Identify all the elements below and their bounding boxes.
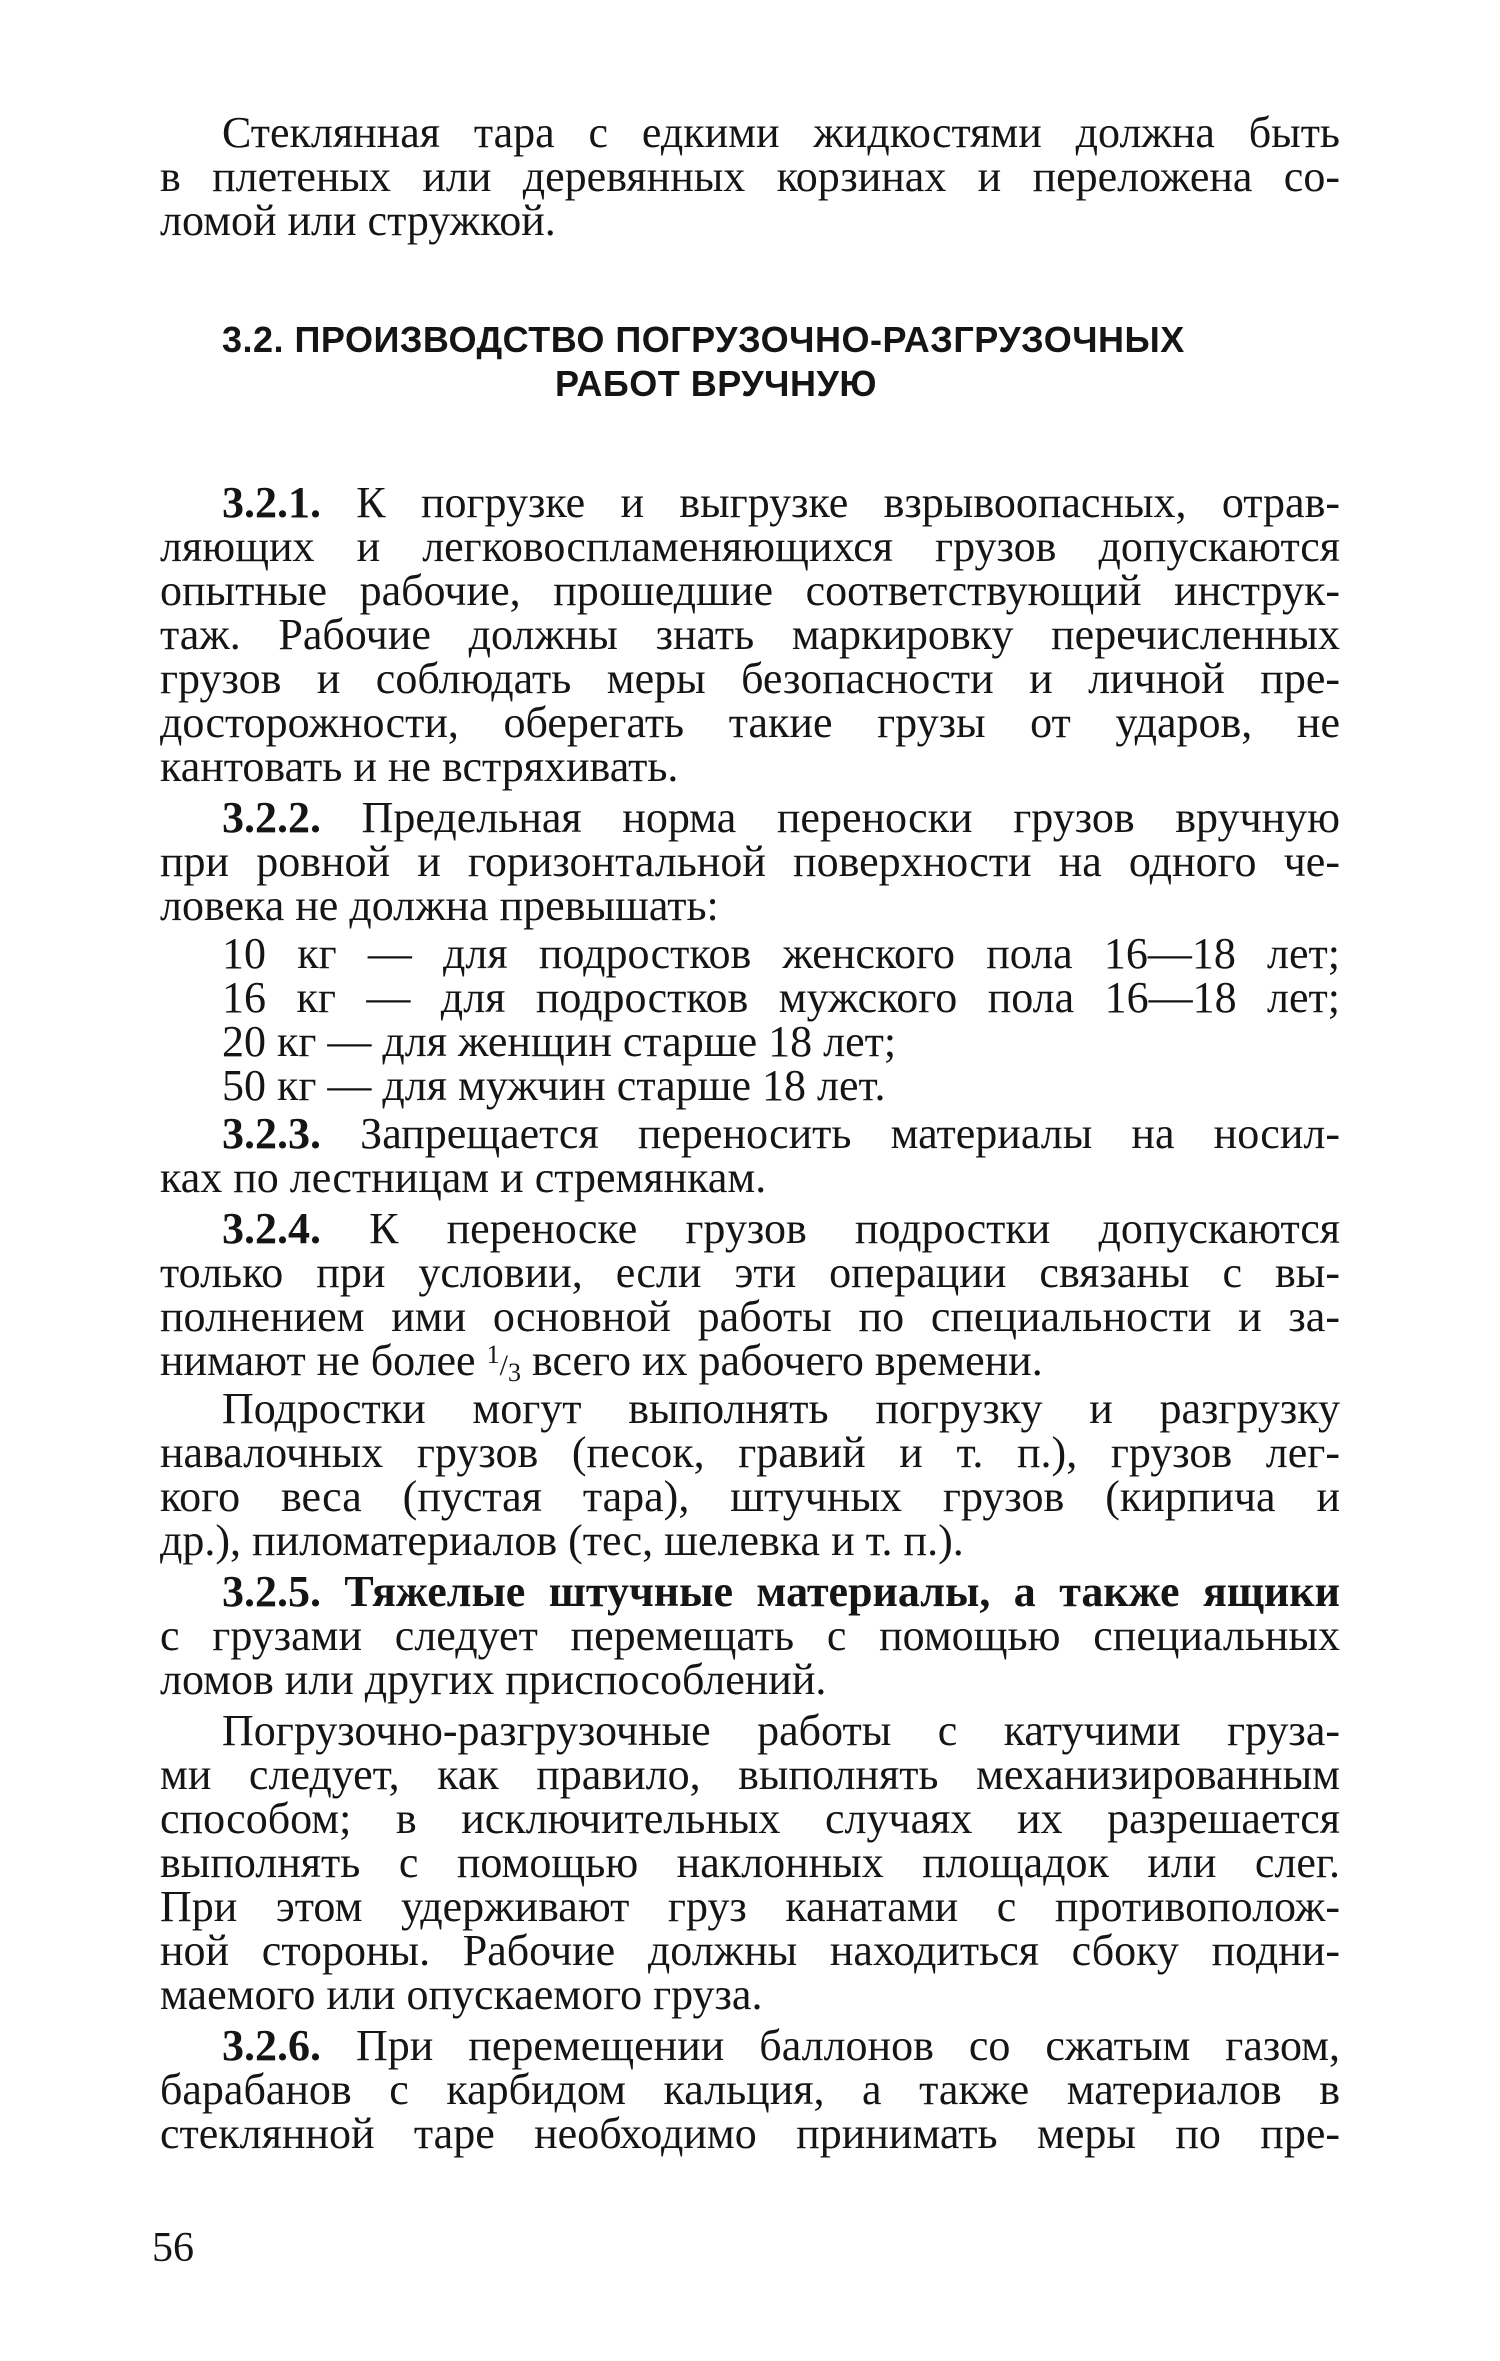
text-line: кого веса (пустая тара), штучных грузов (кирпича и (160, 1472, 1340, 1521)
text-line: навалочных грузов (песок, гравий и т. п.), грузов лег- (160, 1428, 1340, 1477)
paragraph-3-2-6-line: 3.2.6. При перемещении баллонов со сжатым газом, (222, 2021, 1340, 2070)
paragraph-3-2-2-line: 3.2.2. Предельная норма переноски грузов вручную (222, 793, 1340, 842)
item-number: 3.2.2. (222, 793, 321, 842)
text-line: Погрузочно-разгрузочные работы с катучими груза- (222, 1706, 1340, 1755)
text-line: маемого или опускаемого груза. (160, 1970, 763, 2019)
text-line: ломой или стружкой. (160, 196, 556, 245)
item-number: 3.2.5. (222, 1567, 321, 1616)
fraction-one-third: $^1/_3$ (486, 1340, 521, 1387)
text-line: Стеклянная тара с едкими жидкостями должна быть (222, 108, 1340, 157)
section-heading-continued: РАБОТ ВРУЧНУЮ (555, 363, 877, 404)
text-line: только при условии, если эти операции связаны с вы- (160, 1248, 1340, 1297)
text-line: ловека не должна превышать: (160, 881, 719, 930)
paragraph-3-2-3-line: 3.2.3. Запрещается переносить материалы на носил- (222, 1109, 1340, 1158)
text-line: При этом удерживают груз канатами с противополож- (160, 1882, 1340, 1931)
text-line: в плетеных или деревянных корзинах и переложена со- (160, 152, 1340, 201)
text-line: барабанов с карбидом кальция, а также материалов в (160, 2065, 1340, 2114)
item-number: 3.2.6. (222, 2021, 321, 2070)
text-line: с грузами следует перемещать с помощью специальных (160, 1611, 1340, 1660)
item-number: 3.2.1. (222, 478, 321, 527)
weight-limit-line: 10 кг — для подростков женского пола 16—18 лет; (222, 929, 1340, 978)
item-number: 3.2.4. (222, 1204, 321, 1253)
text-line: способом; в исключительных случаях их разрешается (160, 1794, 1340, 1843)
paragraph-3-2-4-line: 3.2.4. К переноске грузов подростки допускаются (222, 1204, 1340, 1253)
weight-limit-line: 20 кг — для женщин старше 18 лет; (222, 1017, 897, 1066)
text-line: стеклянной таре необходимо принимать меры по пре- (160, 2109, 1340, 2158)
text-line: таж. Рабочие должны знать маркировку перечисленных (160, 610, 1340, 659)
weight-limit-line: 50 кг — для мужчин старше 18 лет. (222, 1061, 886, 1110)
text-line: ной стороны. Рабочие должны находиться сбоку подни- (160, 1926, 1340, 1975)
text-line: Подростки могут выполнять погрузку и разгрузку (222, 1384, 1340, 1433)
text-line: грузов и соблюдать меры безопасности и личной пре- (160, 654, 1340, 703)
text-line: нимают не более $^1/_3$ всего их рабочего времени. (160, 1336, 1043, 1387)
text-line: др.), пиломатериалов (тес, шелевка и т. п.). (160, 1516, 964, 1565)
text-line: ломов или других приспособлений. (160, 1655, 827, 1704)
paragraph-3-2-1-line: 3.2.1. К погрузке и выгрузке взрывоопасных, отрав- (222, 478, 1340, 527)
text-line: досторожности, оберегать такие грузы от ударов, не (160, 698, 1340, 747)
text-line: ляющих и легковоспламеняющихся грузов допускаются (160, 522, 1340, 571)
text-line: опытные рабочие, прошедшие соответствующий инструк- (160, 566, 1340, 615)
page-number: 56 (152, 2225, 194, 2271)
item-number: 3.2.3. (222, 1109, 321, 1158)
section-heading: 3.2. ПРОИЗВОДСТВО ПОГРУЗОЧНО-РАЗГРУЗОЧНЫХ (222, 319, 1185, 360)
text-line: ми следует, как правило, выполнять механизированным (160, 1750, 1340, 1799)
text-line: при ровной и горизонтальной поверхности на одного че- (160, 837, 1340, 886)
weight-limit-line: 16 кг — для подростков мужского пола 16—18 лет; (222, 973, 1340, 1022)
text-line: ках по лестницам и стремянкам. (160, 1153, 767, 1202)
paragraph-3-2-5-line: 3.2.5. Тяжелые штучные материалы, а также ящики (222, 1567, 1340, 1616)
text-line: полнением ими основной работы по специальности и за- (160, 1292, 1340, 1341)
text-line: кантовать и не встряхивать. (160, 742, 679, 791)
text-line: выполнять с помощью наклонных площадок или слег. (160, 1838, 1340, 1887)
